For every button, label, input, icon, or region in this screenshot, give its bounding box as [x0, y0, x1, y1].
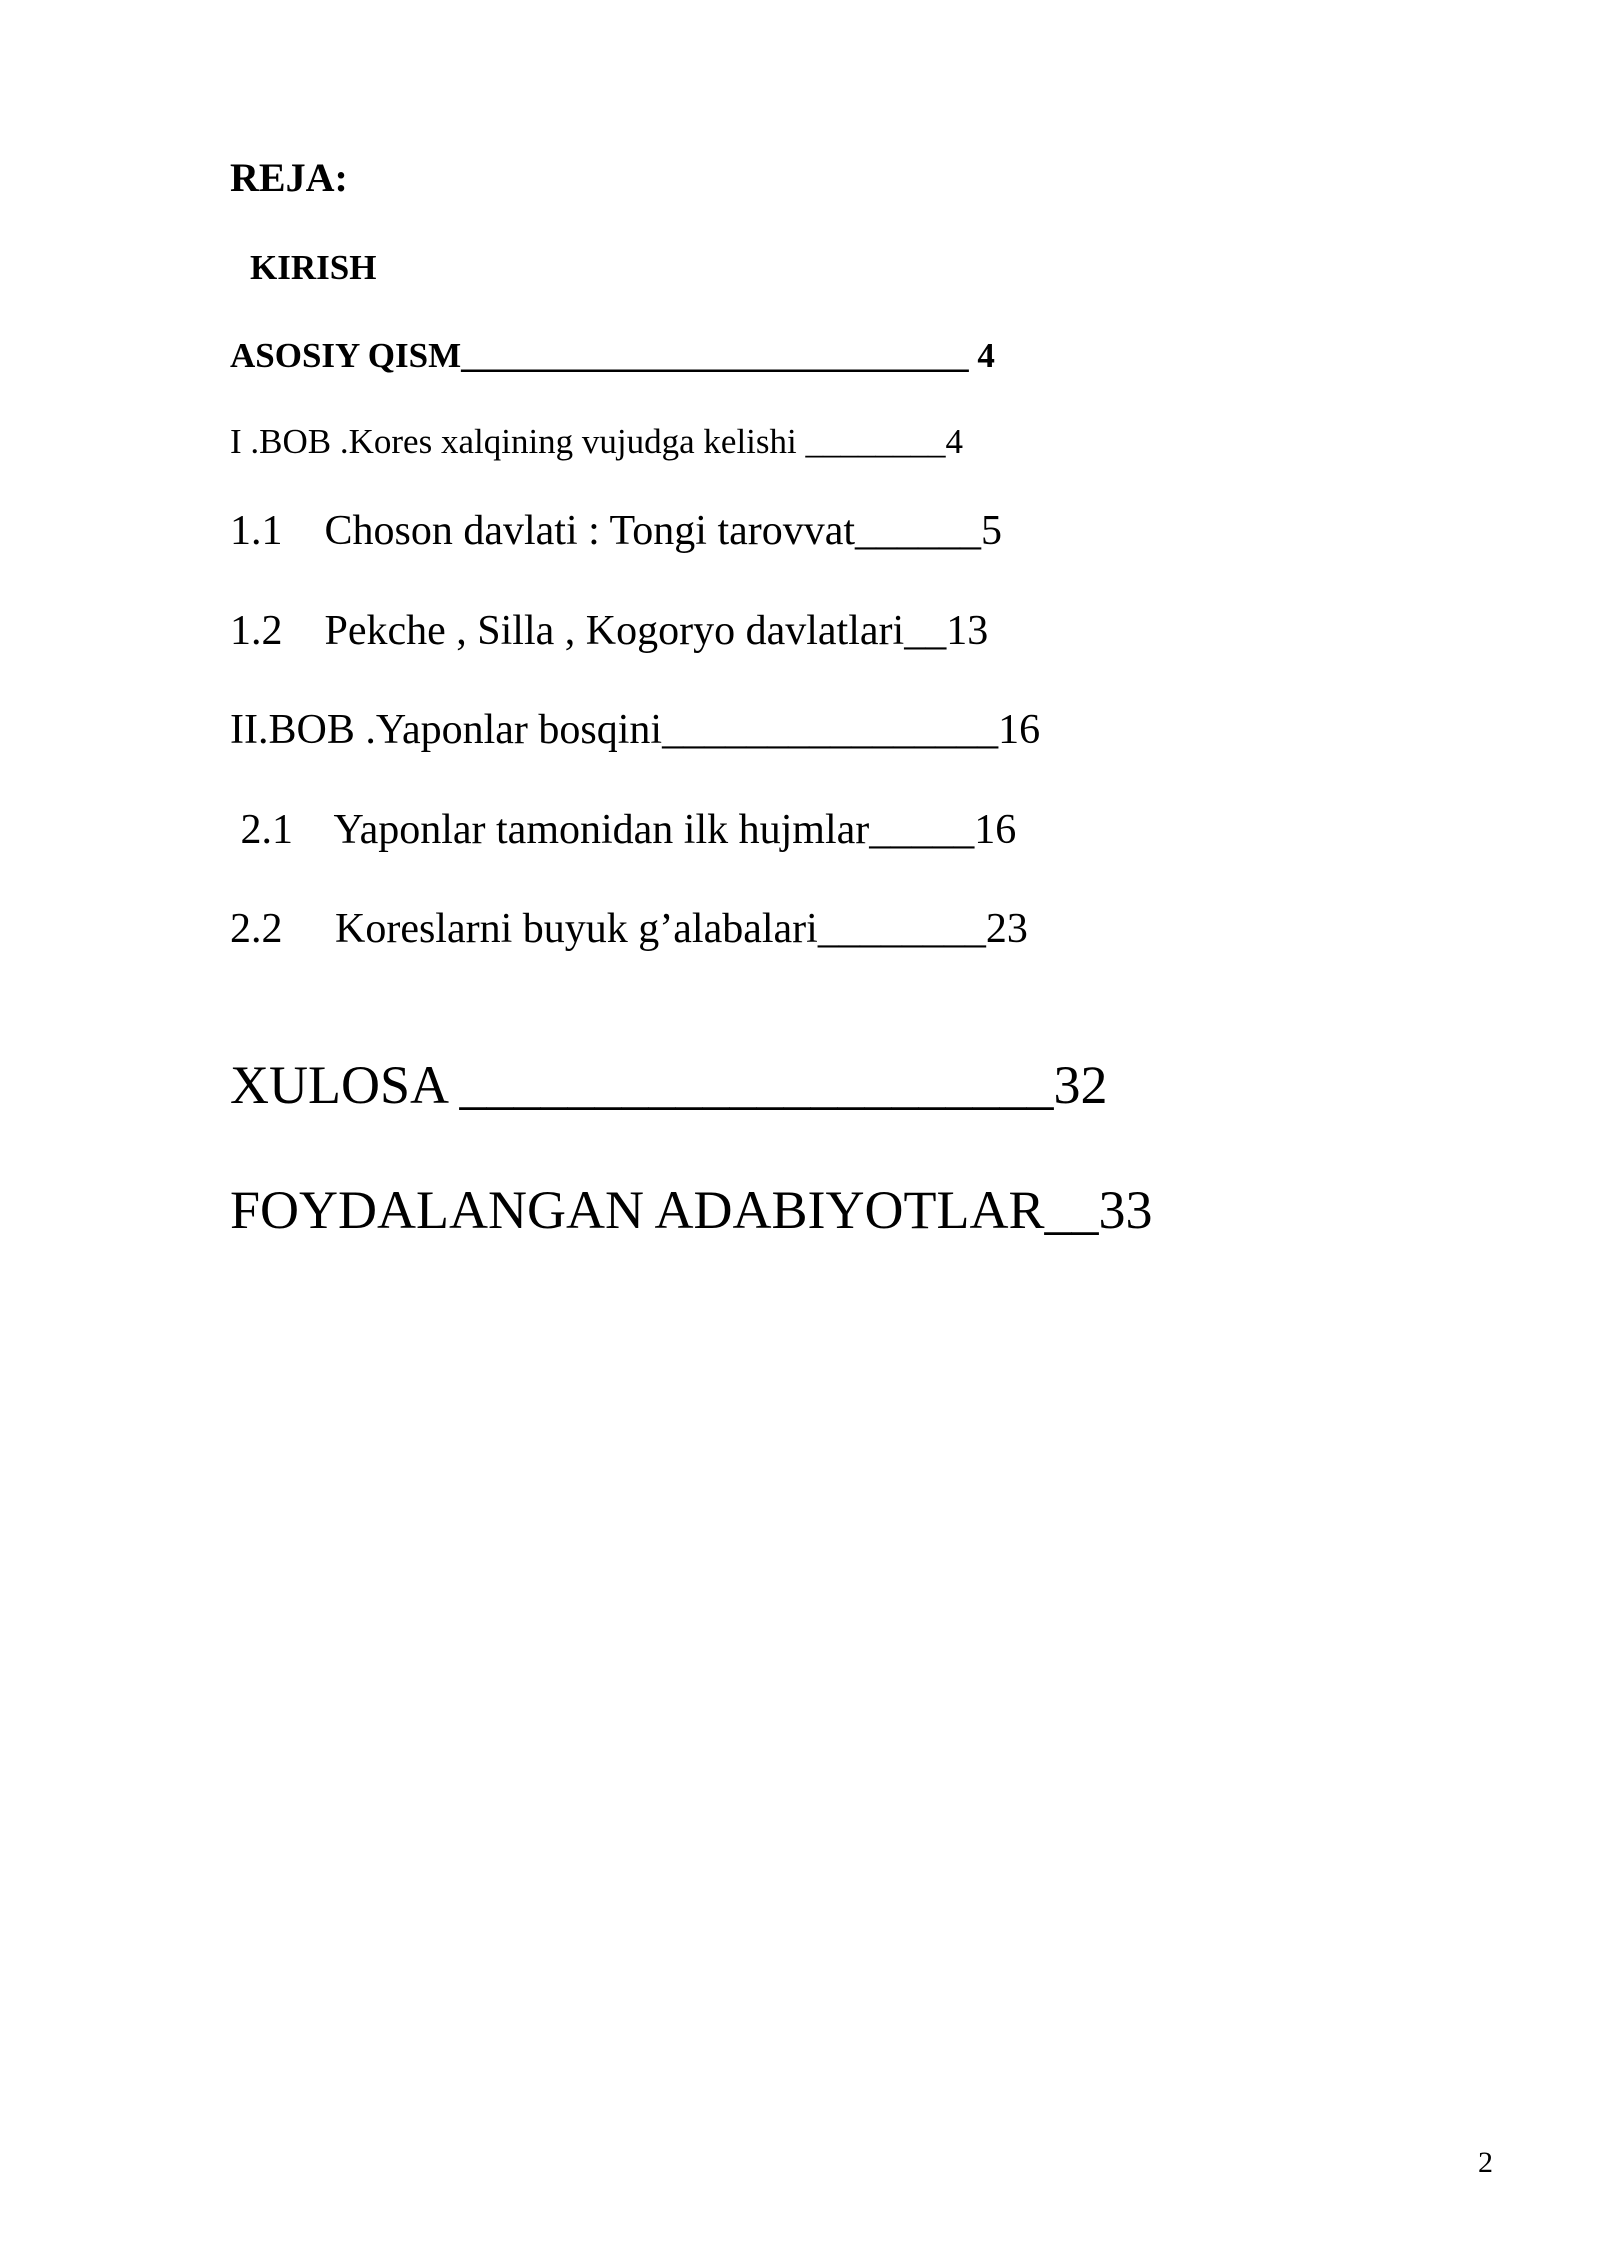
toc-entry-references: FOYDALANGAN ADABIYOTLAR__33 [230, 1180, 1153, 1240]
toc-entry-chapter-1: I .BOB .Kores xalqining vujudga kelishi ________4 [230, 422, 964, 461]
toc-entry-section-1-1: 1.1 Choson davlati : Tongi tarovvat______5 [230, 508, 1003, 554]
page-number: 2 [1478, 2146, 1493, 2179]
toc-entry-conclusion: XULOSA ______________________32 [230, 1055, 1108, 1115]
toc-entry-section-2-1: 2.1 Yaponlar tamonidan ilk hujmlar_____16 [230, 807, 1017, 853]
plan-heading: REJA: [230, 155, 348, 200]
toc-entry-main-part: ASOSIY QISM_____________________________ 4 [230, 336, 995, 375]
toc-entry-intro: KIRISH [250, 248, 377, 287]
toc-entry-chapter-2: II.BOB .Yaponlar bosqini________________16 [230, 707, 1041, 753]
toc-entry-section-1-2: 1.2 Pekche , Silla , Kogoryo davlatlari__13 [230, 608, 989, 654]
toc-entry-section-2-2: 2.2 Koreslarni buyuk g’alabalari________23 [230, 906, 1028, 952]
